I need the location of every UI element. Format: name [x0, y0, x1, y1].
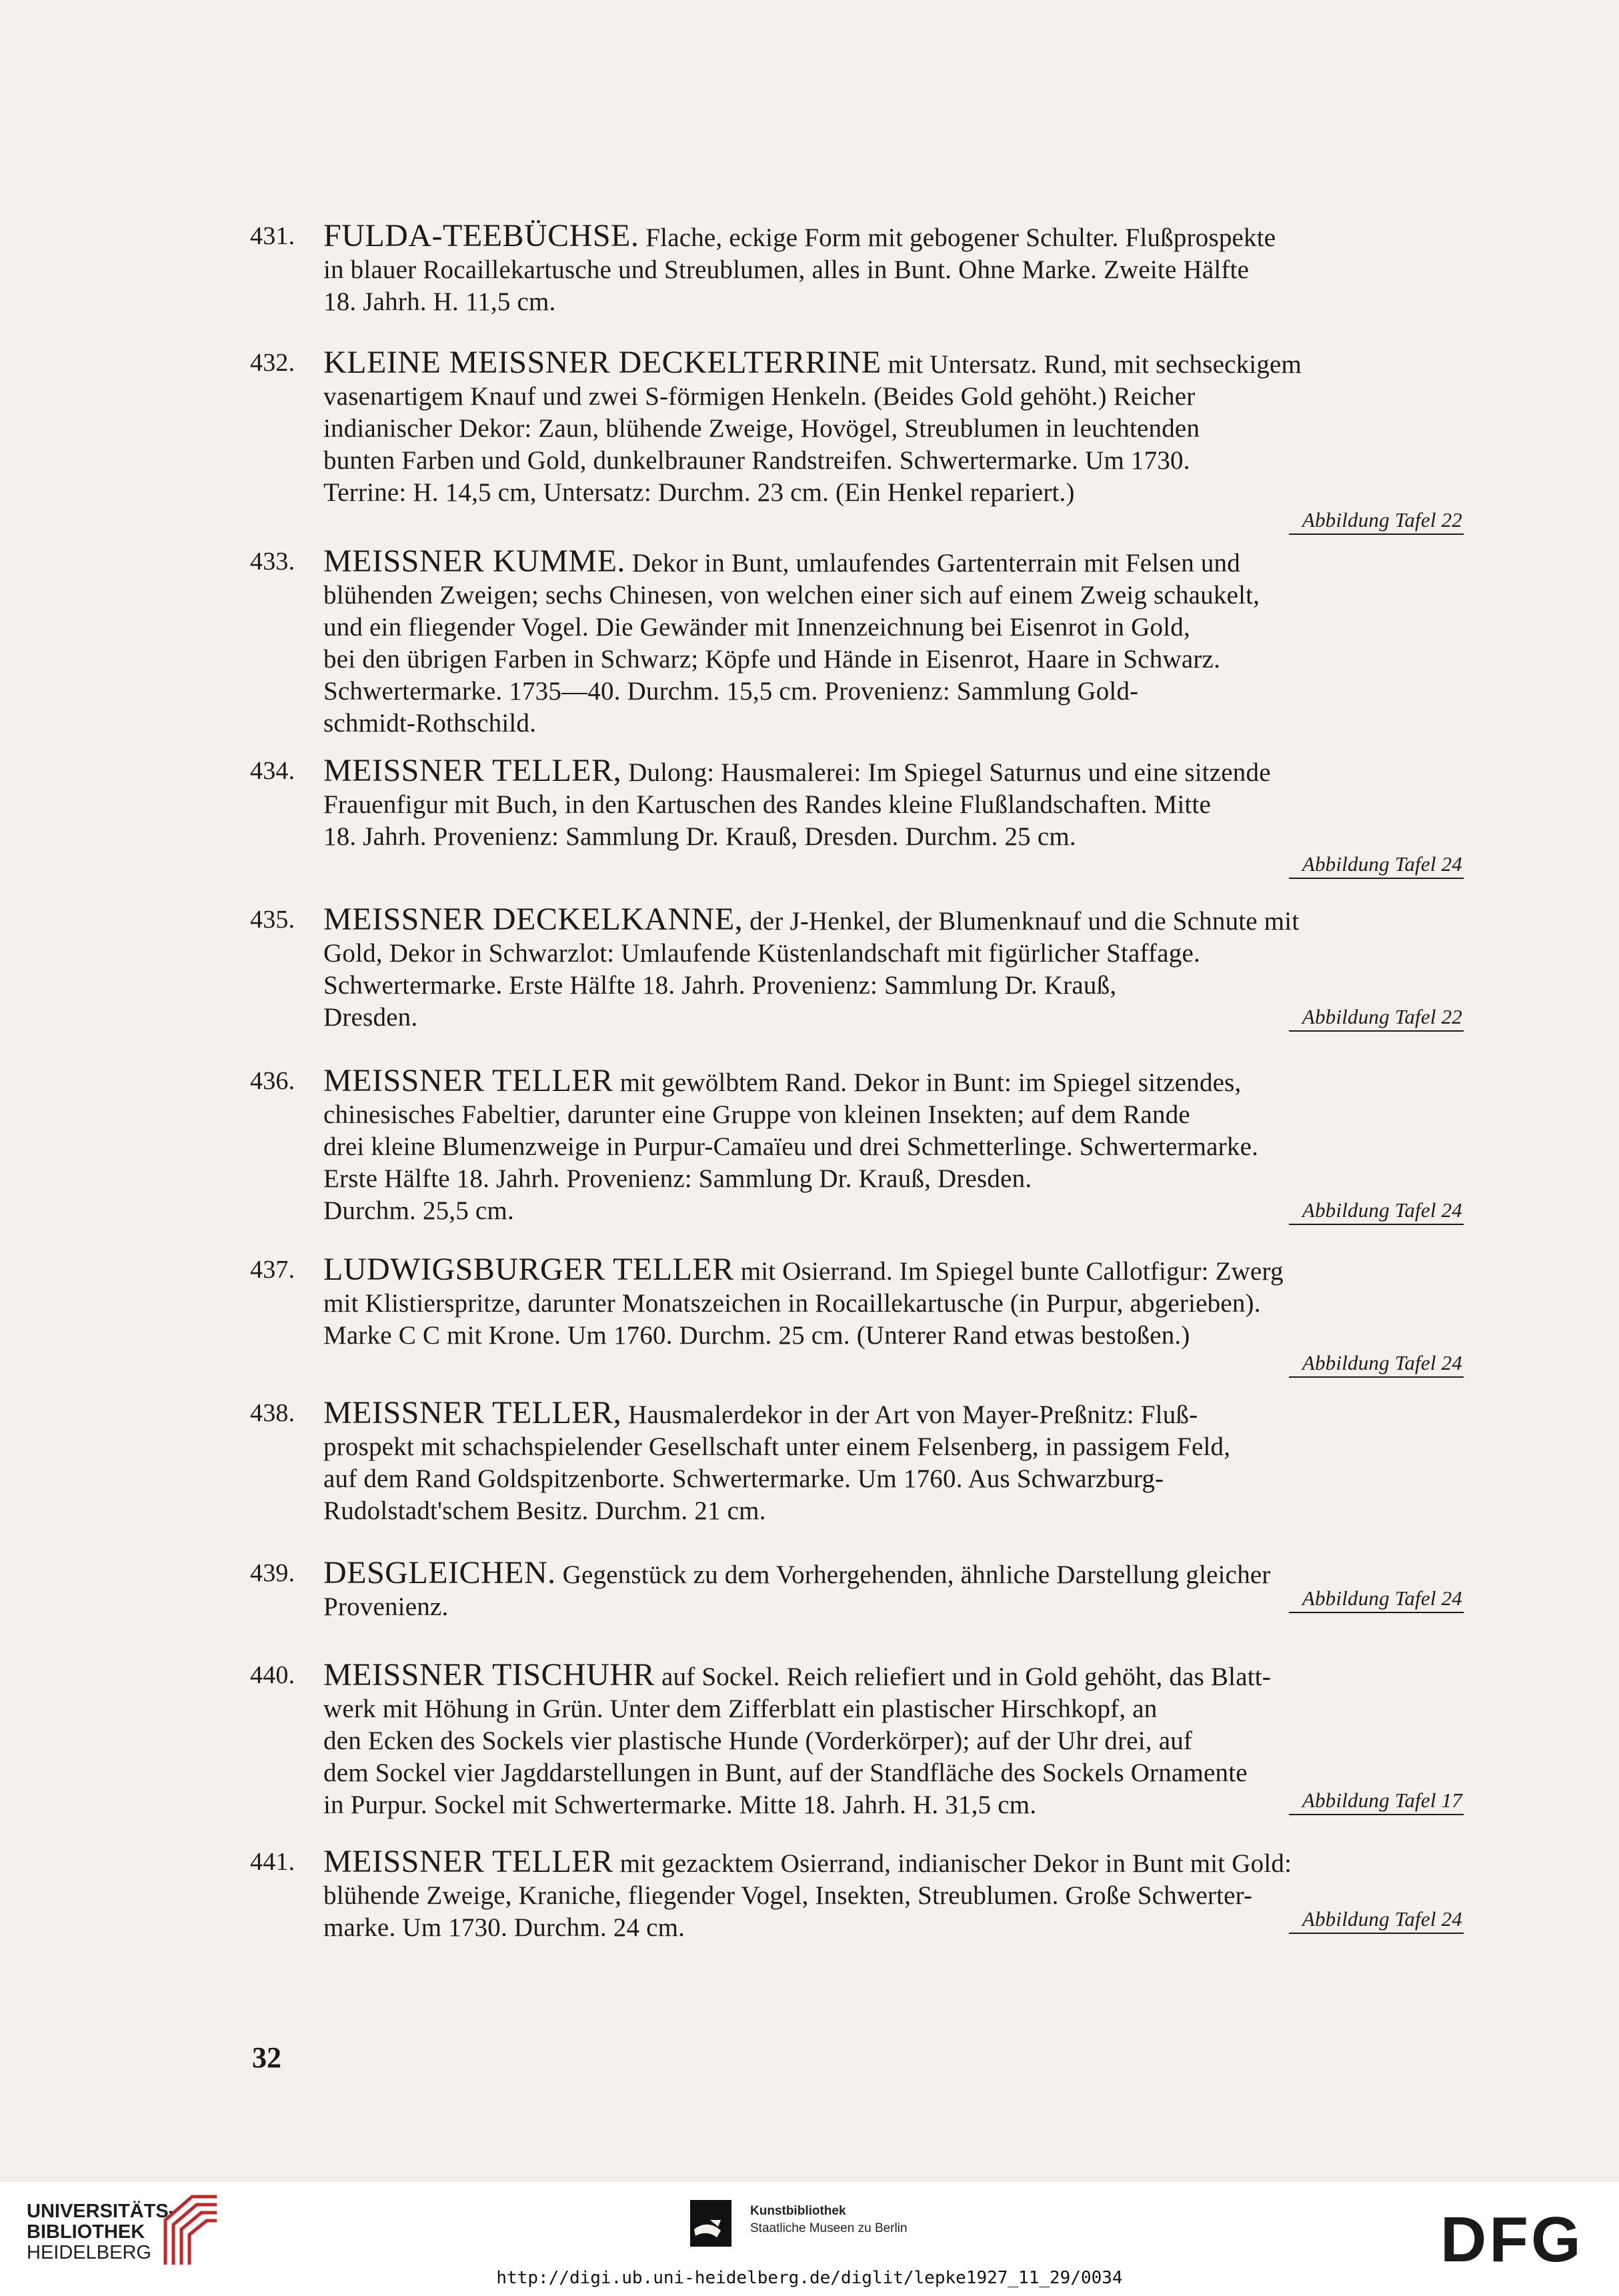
entry-line: der J-Henkel, der Blumenknauf und die Schnute mit — [749, 907, 1300, 936]
entry-title: KLEINE MEISSNER DECKELTERRINE — [323, 345, 882, 380]
page-number: 32 — [252, 2041, 281, 2074]
dfg-logo[interactable]: DFG — [1440, 2204, 1584, 2275]
illustration-reference: Abbildung Tafel 24 — [1289, 1352, 1464, 1378]
illustration-reference: Abbildung Tafel 24 — [1289, 1908, 1464, 1934]
entry-number: 431. — [250, 222, 295, 250]
entry-number: 440. — [250, 1661, 295, 1689]
entry-line: Frauenfigur mit Buch, in den Kartuschen des Randes kleine Flußlandschaften. Mitte — [323, 790, 1212, 819]
entry-title: DESGLEICHEN. — [323, 1555, 556, 1590]
entry-line: Flache, eckige Form mit gebogener Schulter. Flußprospekte — [645, 223, 1276, 252]
entry-line: 18. Jahrh. Provenienz: Sammlung Dr. Krauß, Dresden. Durchm. 25 cm. — [323, 822, 1076, 851]
entry-line: chinesisches Fabeltier, darunter eine Gruppe von kleinen Insekten; auf dem Rande — [323, 1100, 1190, 1129]
entry-title: MEISSNER TELLER — [323, 1844, 613, 1879]
entry-line: mit Klistierspritze, darunter Monatszeichen in Rocaillekartusche (in Purpur, abgerieben). — [323, 1289, 1261, 1318]
entry-body — [323, 904, 1464, 1034]
entry-number: 441. — [250, 1848, 295, 1876]
entry-line: Durchm. 25,5 cm. — [323, 1196, 514, 1225]
entry-title: MEISSNER KUMME. — [323, 543, 625, 579]
entry-line: bunten Farben und Gold, dunkelbrauner Randstreifen. Schwertermarke. Um 1730. — [323, 446, 1190, 475]
entry-line: marke. Um 1730. Durchm. 24 cm. — [323, 1913, 685, 1942]
entry-line: bei den übrigen Farben in Schwarz; Köpfe und Hände in Eisenrot, Haare in Schwarz. — [323, 645, 1221, 674]
entry-line: vasenartigem Knauf und zwei S-förmigen Henkeln. (Beides Gold gehöht.) Reicher — [323, 382, 1196, 411]
entry-number: 437. — [250, 1256, 295, 1284]
entry-title: MEISSNER TELLER — [323, 1063, 613, 1098]
entry-line: dem Sockel vier Jagddarstellungen in Bunt, auf der Standfläche des Sockels Ornamente — [323, 1759, 1248, 1787]
entry-number: 436. — [250, 1067, 295, 1095]
entry-line: auf Sockel. Reich reliefiert und in Gold gehöht, das Blatt- — [661, 1662, 1271, 1691]
entry-number: 438. — [250, 1399, 295, 1427]
source-url-link[interactable]: http://digi.ub.uni-heidelberg.de/diglit/lepke1927_11_29/0034 — [496, 2268, 1123, 2288]
entry-body — [323, 1254, 1464, 1378]
ub-line-2: BIBLIOTHEK — [27, 2221, 145, 2243]
illustration-reference: Abbildung Tafel 17 — [1289, 1789, 1464, 1815]
entry-line: Schwertermarke. Erste Hälfte 18. Jahrh. Provenienz: Sammlung Dr. Krauß, — [323, 971, 1117, 1000]
entry-number: 432. — [250, 349, 295, 377]
entry-line: schmidt-Rothschild. — [323, 709, 537, 738]
entry-line: Schwertermarke. 1735—40. Durchm. 15,5 cm. Provenienz: Sammlung Gold- — [323, 677, 1139, 706]
illustration-reference: Abbildung Tafel 24 — [1289, 1587, 1464, 1613]
ub-heidelberg-logo-text[interactable] — [27, 2201, 175, 2263]
entry-body — [323, 347, 1464, 535]
digitization-footer — [0, 2181, 1619, 2296]
entry-line: werk mit Höhung in Grün. Unter dem Zifferblatt ein plastischer Hirschkopf, an — [323, 1694, 1158, 1723]
entry-title: MEISSNER TELLER, — [323, 1395, 622, 1430]
entry-body — [323, 1557, 1464, 1623]
entry-line: Dulong: Hausmalerei: Im Spiegel Saturnus und eine sitzende — [628, 758, 1271, 787]
entry-line: 18. Jahrh. H. 11,5 cm. — [323, 287, 556, 316]
entry-line: in Purpur. Sockel mit Schwertermarke. Mitte 18. Jahrh. H. 31,5 cm. — [323, 1791, 1037, 1819]
entry-number: 439. — [250, 1559, 295, 1587]
entry-title: MEISSNER TISCHUHR — [323, 1657, 655, 1692]
entry-line: blühende Zweige, Kraniche, fliegender Vogel, Insekten, Streublumen. Große Schwerter- — [323, 1881, 1253, 1910]
entry-line: mit gezacktem Osierrand, indianischer Dekor in Bunt mit Gold: — [619, 1849, 1292, 1878]
entry-line: und ein fliegender Vogel. Die Gewänder mit Innenzeichnung bei Eisenrot in Gold, — [323, 613, 1190, 642]
entry-line: Marke C C mit Krone. Um 1760. Durchm. 25 cm. (Unterer Rand etwas bestoßen.) — [323, 1321, 1190, 1350]
illustration-reference: Abbildung Tafel 22 — [1289, 1006, 1464, 1032]
ub-line-1: UNIVERSITÄTS- — [27, 2201, 175, 2222]
entry-line: Erste Hälfte 18. Jahrh. Provenienz: Sammlung Dr. Krauß, Dresden. — [323, 1164, 1032, 1193]
kunstbibliothek-name: Kunstbibliothek — [750, 2204, 846, 2218]
entry-line: Gegenstück zu dem Vorhergehenden, ähnliche Darstellung gleicher — [562, 1560, 1271, 1589]
entry-number: 433. — [250, 547, 295, 576]
entry-line: mit gewölbtem Rand. Dekor in Bunt: im Spiegel sitzendes, — [619, 1068, 1242, 1097]
entry-line: in blauer Rocaillekartusche und Streublumen, alles in Bunt. Ohne Marke. Zweite Hälfte — [323, 255, 1250, 284]
entry-line: Hausmalerdekor in der Art von Mayer-Preßnitz: Fluß- — [628, 1400, 1198, 1429]
entry-line: Provenienz. — [323, 1592, 449, 1621]
entry-body — [323, 755, 1464, 879]
entry-title: LUDWIGSBURGER TELLER — [323, 1252, 734, 1287]
kunstbibliothek-emblem-icon — [690, 2200, 731, 2247]
entry-line: indianischer Dekor: Zaun, blühende Zweige, Hovögel, Streublumen in leuchtenden — [323, 414, 1200, 443]
entry-line: den Ecken des Sockels vier plastische Hunde (Vorderkörper); auf der Uhr drei, auf — [323, 1727, 1193, 1755]
entry-line: Gold, Dekor in Schwarzlot: Umlaufende Küstenlandschaft mit figürlicher Staffage. — [323, 939, 1200, 968]
entry-line: drei kleine Blumenzweige in Purpur-Camaïeu und drei Schmetterlinge. Schwertermarke. — [323, 1132, 1259, 1161]
entry-line: Dekor in Bunt, umlaufendes Gartenterrain mit Felsen und — [631, 549, 1240, 578]
entry-line: auf dem Rand Goldspitzenborte. Schwertermarke. Um 1760. Aus Schwarzburg- — [323, 1464, 1164, 1493]
entry-body — [323, 220, 1464, 318]
entry-title: MEISSNER TELLER, — [323, 753, 622, 788]
entry-body — [323, 1846, 1464, 1944]
illustration-reference: Abbildung Tafel 24 — [1289, 1199, 1464, 1225]
entry-line: Terrine: H. 14,5 cm, Untersatz: Durchm. 23 cm. (Ein Henkel repariert.) — [323, 478, 1075, 507]
kunstbibliothek-subtitle: Staatliche Museen zu Berlin — [750, 2221, 908, 2235]
entry-body — [323, 1659, 1464, 1821]
illustration-reference: Abbildung Tafel 24 — [1289, 853, 1464, 879]
entry-body — [323, 545, 1464, 740]
entry-number: 434. — [250, 757, 295, 785]
entry-number: 435. — [250, 906, 295, 934]
illustration-reference: Abbildung Tafel 22 — [1289, 509, 1464, 535]
entry-line: mit Osierrand. Im Spiegel bunte Callotfigur: Zwerg — [740, 1257, 1284, 1286]
ub-heidelberg-emblem-icon — [160, 2195, 220, 2268]
entry-line: Dresden. — [323, 1003, 418, 1032]
entry-title: MEISSNER DECKELKANNE, — [323, 902, 743, 937]
entry-line: blühenden Zweigen; sechs Chinesen, von welchen einer sich auf einem Zweig schaukelt, — [323, 581, 1260, 610]
ub-line-3: HEIDELBERG — [27, 2242, 151, 2263]
entry-title: FULDA-TEEBÜCHSE. — [323, 218, 639, 253]
entry-line: prospekt mit schachspielender Gesellschaft unter einem Felsenberg, in passigem Feld, — [323, 1432, 1231, 1461]
entry-body — [323, 1065, 1464, 1227]
entry-line: Rudolstadt'schem Besitz. Durchm. 21 cm. — [323, 1496, 766, 1525]
entry-line: mit Untersatz. Rund, mit sechseckigem — [888, 350, 1302, 379]
entry-body — [323, 1397, 1464, 1527]
